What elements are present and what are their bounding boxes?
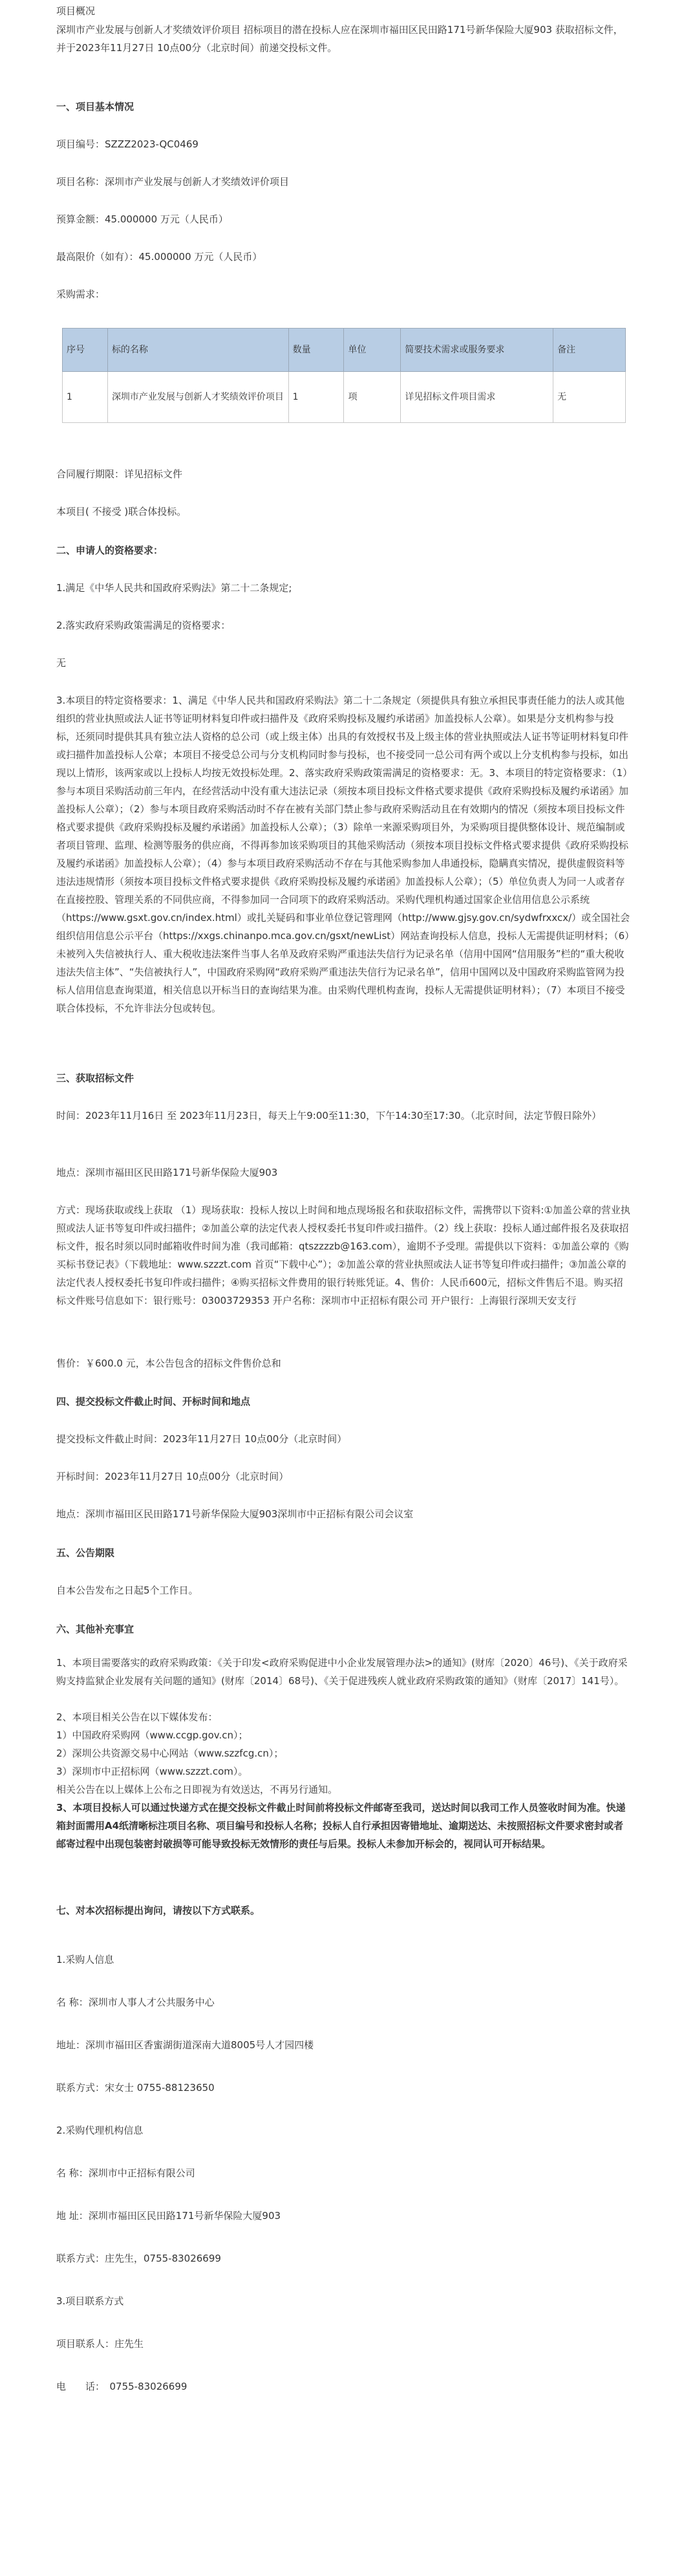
section-title-deadline: 四、提交投标文件截止时间、开标时间和地点 — [56, 1396, 251, 1407]
table-cell: 1 — [63, 372, 108, 423]
obtain-time: 时间：2023年11月16日 至 2023年11月23日，每天上午9:00至11:30，下午14:30至17:30。（北京时间，法定节假日除外） — [56, 1110, 602, 1121]
qualification-3: 3.本项目的特定资格要求：1、满足《中华人民共和国政府采购法》第二十二条规定（须提供具有独立承担民事责任能力的法人或其他组织的营业执照或法人证书等证明材料复印件或扫描件及《政府采购投标及履约承诺函》加盖投标人公章）。如果是分支机构参与投标，还须同时提供其具有独立法人资格的总公司（或上级主体）出具的有效授权书及上级主体的营业执照或法人证书等证明材料复印件或扫描件加盖投标人公章；本项目不接受总公司与分支机构同时参与投标，也不接受同一总公司有两个或以上分支机构参与投标，如出现以上情形，该两家或以上投标人均按无效投标处理。2、落实政府采购政策需满足的资格要求：无。3、本项目的特定资格要求：（1）参与本项目采购活动前三年内，在经营活动中没有重大违法记录（须按本项目投标文件格式要求提供《政府采购投标及履约承诺函》加盖投标人公章）；（2）参与本项目政府采购活动时不存在被有关部门禁止参与政府采购活动且在有效期内的情况（须按本项目投标文件格式要求提供《政府采购投标及履约承诺函》加盖投标人公章）；（3）除单一来源采购项目外，为采购项目提供整体设计、规范编制或者项目管理、监理、检测等服务的供应商，不得再参加该采购项目的其他采购活动（须按本项目投标文件格式要求提供《政府采购投标及履约承诺函》加盖投标人公章）；（4）参与本项目政府采购活动不存在与其他采购参加人串通投标，隐瞒真实情况，提供虚假资料等违法违规情形（须按本项目投标文件格式要求提供《政府采购投标及履约承诺函》加盖投标人公章）；（5）单位负责人为同一人或者存在直接控股、管理关系的不同供应商，不得参加同一合同项下的政府采购活动。采购代理机构通过国家企业信用信息公示系统（https://www.gsxt.gov.cn/index.html）或扎关疑码和事业单位登记管理网（http://www.gjsy.gov.cn/sydwfrxxcx/）或全国社会组织信用信息公示平台（https://xxgs.chinanpo.mca.gov.cn/gsxt/newList）网站查询投标人信息，投标人无需提供证明材料；（6）未被列入失信被执行人、重大税收违法案件当事人名单及政府采购严重违法失信行为记录名单（信用中国网“信用服务”栏的“重大税收违法失信主体”、“失信被执行人”，中国政府采购网“政府采购严重违法失信行为记录名单”，信用中国网以及中国政府采购监管网为投标人信用信息查询渠道，相关信息以开标当日的查询结果为准。由采购代理机构查询，投标人无需提供证明材料）；（7）本项目不接受联合体投标，不允许非法分包或转包。 — [56, 695, 630, 1014]
media-item: 2）深圳公共资源交易中心网站（www.szzfcg.cn）； — [56, 1748, 284, 1759]
supplementary-item-2: 2、本项目相关公告在以下媒体发布： — [56, 1711, 218, 1723]
table-header-cell: 备注 — [553, 329, 626, 372]
table-header-cell: 数量 — [288, 329, 344, 372]
section-title-supplementary: 六、其他补充事宜 — [56, 1623, 134, 1635]
agency-info-title: 2.采购代理机构信息 — [56, 2125, 144, 2136]
max-price: 最高限价（如有）：45.000000 万元（人民币） — [56, 251, 262, 263]
buyer-address: 地址：深圳市福田区香蜜湖街道深南大道8005号人才园四楼 — [56, 2039, 314, 2051]
obtain-place: 地点：深圳市福田区民田路171号新华保险大厦903 — [56, 1167, 278, 1178]
buyer-info-title: 1.采购人信息 — [56, 1954, 114, 1965]
media-item: 1）中国政府采购网（www.ccgp.gov.cn）； — [56, 1729, 248, 1741]
overview-label: 项目概况 — [56, 5, 96, 17]
opening-time: 开标时间：2023年11月27日 10点00分（北京时间） — [56, 1471, 289, 1482]
qualification-2-value: 无 — [56, 657, 67, 669]
table-row — [63, 372, 626, 423]
submission-deadline: 提交投标文件截止时间：2023年11月27日 10点00分（北京时间） — [56, 1433, 347, 1445]
agency-address: 地 址：深圳市福田区民田路171号新华保险大厦903 — [56, 2210, 281, 2222]
requirements-table — [62, 328, 626, 423]
table-cell: 项 — [344, 372, 401, 423]
budget-amount: 预算金额：45.000000 万元（人民币） — [56, 213, 228, 225]
buyer-name: 名 称：深圳市人事人才公共服务中心 — [56, 1997, 215, 2008]
joint-bidding: 本项目( 不接受 )联合体投标。 — [56, 506, 187, 517]
project-name: 项目名称：深圳市产业发展与创新人才奖绩效评价项目 — [56, 176, 290, 188]
section-title-basic-info: 一、项目基本情况 — [56, 101, 134, 113]
table-cell: 1 — [288, 372, 344, 423]
section-title-obtain-documents: 三、获取招标文件 — [56, 1072, 134, 1084]
project-contact-person: 项目联系人：庄先生 — [56, 2338, 144, 2350]
qualification-2: 2.落实政府采购政策需满足的资格要求： — [56, 620, 231, 631]
supplementary-item-1: 1、本项目需要落实的政府采购政策：《关于印发<政府采购促进中小企业发展管理办法>的通知》(财库〔2020〕46号)、《关于政府采购支持监狱企业发展有关问题的通知》(财库〔2014〕68号)、《关于促进残疾人就业政府采购政策的通知》（财库〔2017〕141号）。 — [56, 1657, 628, 1687]
media-note: 相关公告在以上媒体上公布之日即视为有效送达，不再另行通知。 — [56, 1784, 338, 1795]
overview-text: 深圳市产业发展与创新人才奖绩效评价项目 招标项目的潜在投标人应在深圳市福田区民田路171号新华保险大厦903 获取招标文件，并于2023年11月27日 10点00分（北京时间）前递交投标文件。 — [56, 24, 623, 54]
project-contact-title: 3.项目联系方式 — [56, 2295, 124, 2307]
obtain-method: 方式：现场获取或线上获取 （1）现场获取：投标人按以上时间和地点现场报名和获取招标文件，需携带以下资料:①加盖公章的营业执照或法人证书等复印件或扫描件；②加盖公章的法定代表人授权委托书复印件或扫描件。（2）线上获取：投标人通过邮件报名及获取招标文件，报名时须以同时邮箱收件时间为准（我司邮箱：qtszzzzb@163.com），逾期不予受理。需提供以下资料：①加盖公章的《购买标书登记表》（下载地址：www.szzzt.com 首页“下载中心”）；②加盖公章的营业执照或法人证书等复印件或扫描件；③加盖公章的法定代表人授权委托书复印件或扫描件；④购买招标文件费用的银行转账凭证。4、售价：人民币600元，招标文件售后不退。购买招标文件账号信息如下：银行账号：03003729353 开户名称：深圳市中正招标有限公司 开户银行：上海银行深圳天安支行 — [56, 1204, 630, 1306]
table-header-cell: 序号 — [63, 329, 108, 372]
document-price: 售价：￥600.0 元，本公告包含的招标文件售价总和 — [56, 1358, 281, 1369]
table-header-cell: 单位 — [344, 329, 401, 372]
table-header-cell: 标的名称 — [107, 329, 288, 372]
buyer-contact: 联系方式：宋女士 0755-88123650 — [56, 2082, 215, 2094]
opening-place: 地点：深圳市福田区民田路171号新华保险大厦903深圳市中正招标有限公司会议室 — [56, 1508, 414, 1520]
table-cell: 无 — [553, 372, 626, 423]
agency-contact: 联系方式：庄先生，0755-83026699 — [56, 2253, 221, 2264]
project-number: 项目编号：SZZZ2023-QC0469 — [56, 138, 198, 150]
media-item: 3）深圳市中正招标网（www.szzzt.com）。 — [56, 1766, 248, 1777]
section-title-qualifications: 二、申请人的资格要求： — [56, 545, 164, 556]
agency-name: 名 称：深圳市中正招标有限公司 — [56, 2167, 195, 2179]
notice-period-text: 自本公告发布之日起5个工作日。 — [56, 1585, 198, 1596]
table-header-row — [63, 329, 626, 372]
contract-period: 合同履行期限：详见招标文件 — [56, 468, 183, 480]
table-header-cell: 简要技术需求或服务要求 — [401, 329, 553, 372]
project-contact-phone: 电 话： 0755-83026699 — [56, 2381, 187, 2392]
qualification-1: 1.满足《中华人民共和国政府采购法》第二十二条规定; — [56, 582, 292, 594]
section-title-contact: 七、对本次招标提出询问，请按以下方式联系。 — [56, 1905, 261, 1916]
demand-label: 采购需求： — [56, 288, 105, 300]
table-cell: 深圳市产业发展与创新人才奖绩效评价项目 — [107, 372, 288, 423]
table-cell: 详见招标文件项目需求 — [401, 372, 553, 423]
supplementary-item-3: 3、本项目投标人可以通过快递方式在提交投标文件截止时间前将投标文件邮寄至我司，送达时间以我司工作人员签收时间为准。快递箱封面需用A4纸清晰标注项目名称、项目编号和投标人名称；投标人自行承担因寄错地址、逾期送达、未按照招标文件要求密封或者邮寄过程中出现包装密封破损等可能导致投标无效情形的责任与后果。投标人未参加开标会的，视同认可开标结果。 — [56, 1802, 626, 1850]
section-title-notice-period: 五、公告期限 — [56, 1547, 115, 1559]
